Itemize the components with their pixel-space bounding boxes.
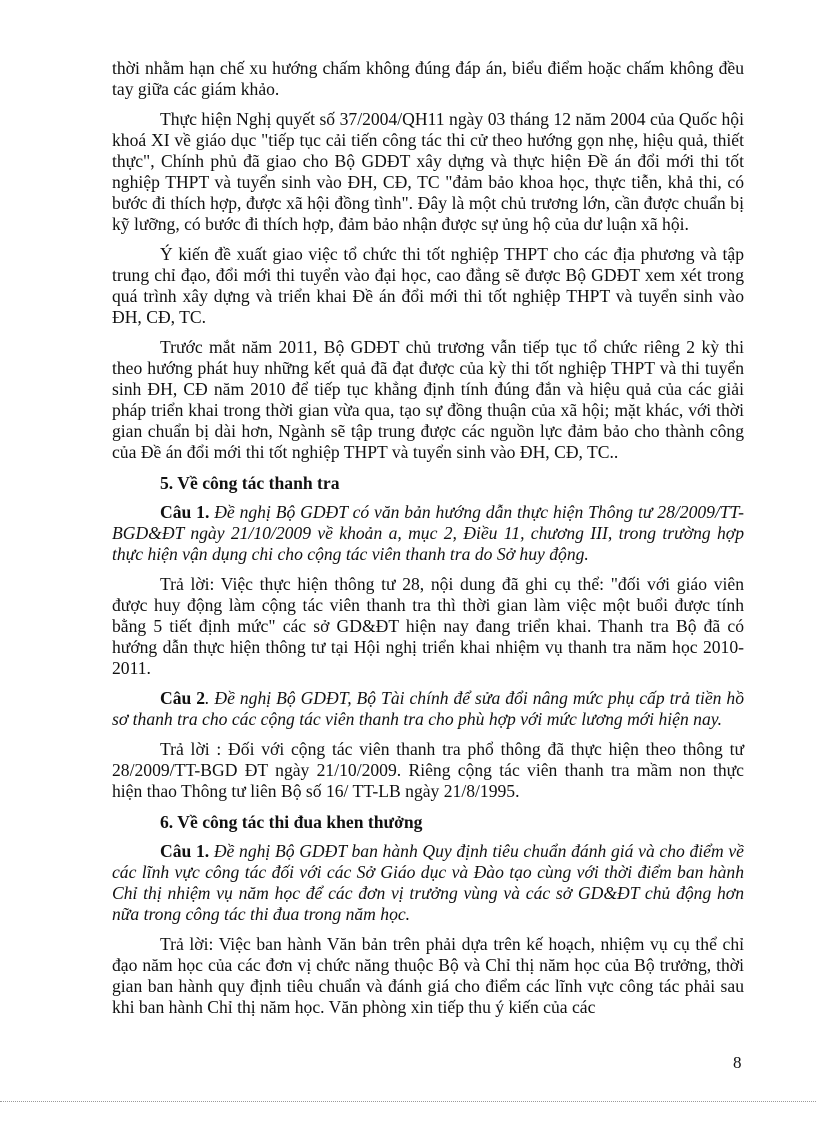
question-text: Đề nghị Bộ GDĐT có văn bản hướng dẫn thực hiện Thông tư 28/2009/TT-BGD&ĐT ngày 21/10/2009 về khoản a, mục 2, Điều 11, chương III, trong trường hợp thực hiện vận dụng chi cho cộng tác viên thanh tra do Sở huy động. — [112, 502, 744, 564]
section-heading-inspection: 5. Về công tác thanh tra — [160, 473, 340, 493]
page-bottom-rule — [0, 1101, 816, 1102]
page-number: 8 — [733, 1053, 742, 1072]
answer-paragraph: Trả lời: Việc ban hành Văn bản trên phải dựa trên kế hoạch, nhiệm vụ cụ thể chỉ đạo năm học của các đơn vị chức năng thuộc Bộ và Chỉ thị năm học của Bộ trưởng, thời gian ban hành quy định tiêu chuẩn và đánh giá cho điểm các lĩnh vực công tác phải sau khi ban hành Chỉ thị năm học. Văn phòng xin tiếp thu ý kiến của các — [112, 934, 744, 1017]
document-page — [112, 58, 744, 1027]
paragraph-proposal: Ý kiến đề xuất giao việc tổ chức thi tốt nghiệp THPT cho các địa phương và tập trung chỉ đạo, đổi mới thi tuyển vào đại học, cao đẳng sẽ được Bộ GDĐT xem xét trong quá trình xây dựng và triển khai Đề án đổi mới thi tốt nghiệp THPT và tuyển sinh vào ĐH, CĐ, TC. — [112, 244, 744, 327]
question-paragraph — [112, 841, 744, 925]
question-paragraph — [112, 688, 744, 730]
question-label: Câu 1. — [160, 841, 210, 861]
question-text: Đề nghị Bộ GDĐT ban hành Quy định tiêu chuẩn đánh giá và cho điểm về các lĩnh vực công tác đối với các Sở Giáo dục và Đào tạo cùng với thời điểm ban hành Chỉ thị nhiệm vụ năm học để các đơn vị trưởng vùng và các sở GD&ĐT chủ động hơn nữa trong công tác thi đua trong năm học. — [112, 841, 744, 924]
paragraph-resolution-37: Thực hiện Nghị quyết số 37/2004/QH11 ngày 03 tháng 12 năm 2004 của Quốc hội khoá XI về giáo dục "tiếp tục cải tiến công tác thi cử theo hướng gọn nhẹ, hiệu quả, thiết thực", Chính phủ đã giao cho Bộ GDĐT xây dựng và thực hiện Đề án đổi mới thi tốt nghiệp THPT và tuyển sinh vào ĐH, CĐ, TC "đảm bảo khoa học, thực tiễn, khả thi, có bước đi thích hợp, được xã hội đồng tình". Đây là một chủ trương lớn, cần được chuẩn bị kỹ lưỡng, có bước đi thích hợp, đảm bảo nhận được sự ủng hộ của dư luận xã hội. — [112, 109, 744, 234]
question-label: Câu 2 — [160, 688, 206, 708]
question-label: Câu 1. — [160, 502, 210, 522]
section-heading-emulation: 6. Về công tác thi đua khen thưởng — [160, 812, 423, 832]
question-text: . Đề nghị Bộ GDĐT, Bộ Tài chính để sửa đổi nâng mức phụ cấp trả tiền hồ sơ thanh tra cho các cộng tác viên thanh tra cho phù hợp với mức lương mới hiện nay. — [112, 688, 745, 729]
answer-paragraph: Trả lời : Đối với cộng tác viên thanh tra phổ thông đã thực hiện theo thông tư 28/2009/TT-BGD ĐT ngày 21/10/2009. Riêng cộng tác viên thanh tra mầm non thực hiện thao Thông tư liên Bộ số 16/ TT-LB ngày 21/8/1995. — [112, 739, 744, 801]
paragraph-plan-2011: Trước mắt năm 2011, Bộ GDĐT chủ trương vẫn tiếp tục tổ chức riêng 2 kỳ thi theo hướng phát huy những kết quả đã đạt được của kỳ thi tốt nghiệp THPT và thi tuyển sinh ĐH, CĐ năm 2010 để tiếp tục khẳng định tính đúng đắn và hiệu quả của các giải pháp triển khai trong thời gian vừa qua, tạo sự đồng thuận của xã hội; mặt khác, với thời gian chuẩn bị dài hơn, Ngành sẽ tập trung được các nguồn lực đảm bảo cho thành công của Đề án đổi mới thi tốt nghiệp THPT và tuyển sinh vào ĐH, CĐ, TC.. — [112, 337, 744, 462]
question-paragraph — [112, 502, 744, 565]
paragraph-continuation: thời nhằm hạn chế xu hướng chấm không đúng đáp án, biểu điểm hoặc chấm không đều tay giữa các giám khảo. — [112, 58, 744, 99]
answer-paragraph: Trả lời: Việc thực hiện thông tư 28, nội dung đã ghi cụ thể: "đối với giáo viên được huy động làm cộng tác viên thanh tra thì thời gian làm việc một buổi được tính bằng 5 tiết định mức" các sở GD&ĐT hiện nay đang triển khai. Thanh tra Bộ đã có hướng dẫn thực hiện thông tư tại Hội nghị triển khai nhiệm vụ thanh tra năm học 2010-2011. — [112, 574, 744, 678]
